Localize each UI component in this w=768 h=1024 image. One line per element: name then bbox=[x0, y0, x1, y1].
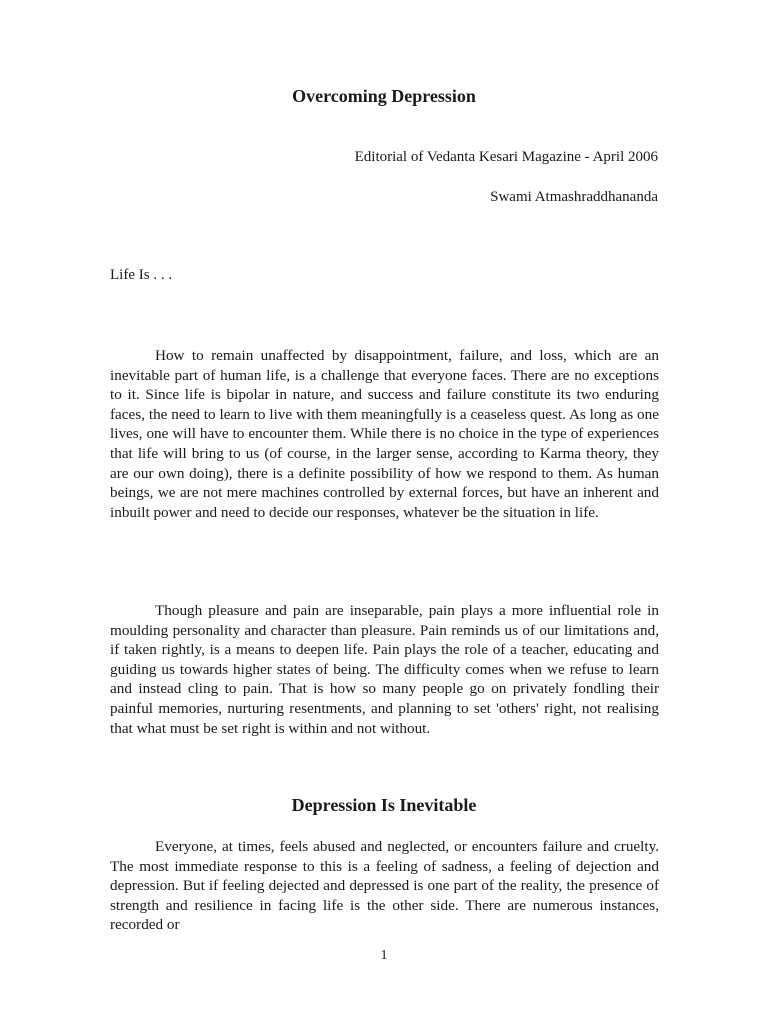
paragraph-2: Though pleasure and pain are inseparable, pain plays a more influential role in moulding personality and character than pleasure. Pain reminds us of our limitations and, if taken rightly, is a means to deepen life. Pain plays the role of a teacher, educating and guiding us towards higher states of being. The difficulty comes when we refuse to learn and instead cling to pain. That is how so many people go on privately fondling their painful memories, nurturing resentments, and planning to set 'others' right, not realising that what must be set right is within and not without. bbox=[110, 602, 659, 737]
editorial-line: Editorial of Vedanta Kesari Magazine - April 2006 bbox=[354, 149, 658, 165]
page-number: 1 bbox=[380, 948, 388, 963]
document-title: Overcoming Depression bbox=[292, 86, 476, 106]
section-heading-depression: Depression Is Inevitable bbox=[291, 795, 477, 815]
section-heading-life-is: Life Is . . . bbox=[110, 267, 173, 283]
paragraph-3: Everyone, at times, feels abused and neglected, or encounters failure and cruelty. The most immediate response to this is a feeling of sadness, a feeling of dejection and depression. But if feeling dejected and depressed is one part of the reality, the presence of strength and resilience in facing life is the other side. There are numerous instances, recorded or bbox=[110, 838, 659, 934]
paragraph-1: How to remain unaffected by disappointment, failure, and loss, which are an inevitable part of human life, is a challenge that everyone faces. There are no exceptions to it. Since life is bipolar in nature, and success and failure constitute its two enduring faces, the need to learn to live with them meaningfully is a ceaseless quest. As long as one lives, one will have to encounter them. While there is no choice in the type of experiences that life will bring to us (of course, in the larger sense, according to Karma theory, they are our own doing), there is a definite possibility of how we respond to them. As human beings, we are not mere machines controlled by external forces, but have an inherent and inbuilt power and need to decide our responses, whatever be the situation in life. bbox=[110, 347, 659, 521]
author-name: Swami Atmashraddhananda bbox=[490, 189, 658, 205]
